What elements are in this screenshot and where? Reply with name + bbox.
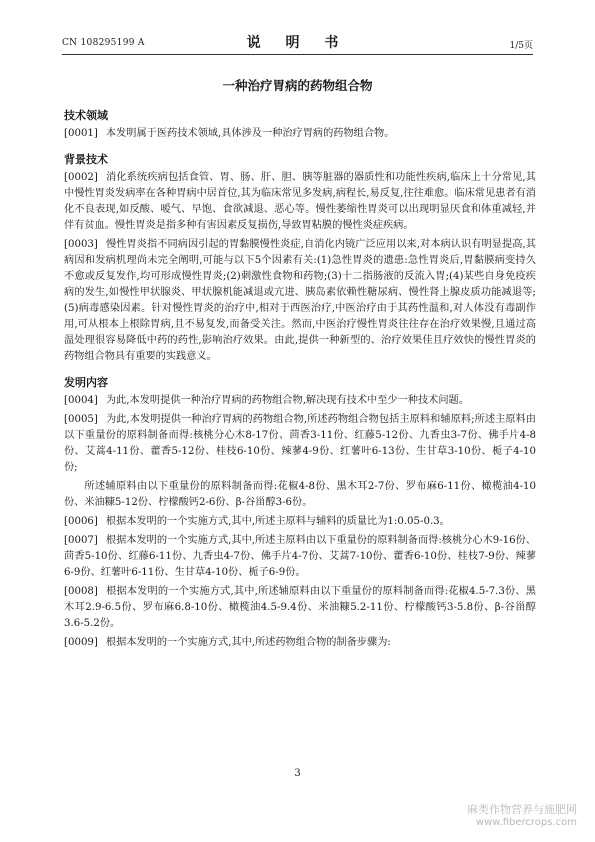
- paragraph-text: 所述辅原料由以下重量份的原料制备而得:花椒4-8份、黑木耳2-7份、罗布麻6-11份、橄榄油4-10份、米油糠5-12份、柠檬酸钙2-6份、β-谷甾醇3-6份。: [64, 481, 536, 508]
- paragraph-number: [0001]: [64, 128, 98, 139]
- paragraph-0001: [64, 126, 536, 142]
- paragraph-text: 为此,本发明提供一种治疗胃病的药物组合物,解决现有技术中至少一种技术问题。: [105, 395, 469, 406]
- page-info: 1/5页: [509, 41, 533, 51]
- watermark: [467, 801, 577, 828]
- paragraph-0008: [64, 584, 536, 632]
- paragraph-0009: [64, 635, 536, 651]
- document-body: [64, 108, 536, 654]
- paragraph-0007: [64, 533, 536, 581]
- paragraph-number: [0007]: [64, 535, 98, 546]
- paragraph-text: 根据本发明的一个实施方式,其中,所述辅原料由以下重量份的原料制备而得:花椒4.5-7.3份、黑木耳2.9-6.5份、罗布麻6.8-10份、橄榄油4.5-9.4份、米油糠5.2-11份、柠檬酸钙3-5.8份、β-谷甾醇3.6-5.2份。: [64, 586, 536, 629]
- section-heading-summary: 发明内容: [64, 376, 108, 389]
- paragraph-0004: [64, 393, 536, 409]
- paragraph-0006: [64, 514, 536, 530]
- paragraph-number: [0006]: [64, 516, 98, 527]
- paragraph-number: [0004]: [64, 395, 98, 406]
- invention-title: 一种治疗胃病的药物组合物: [222, 78, 373, 93]
- watermark-site-name: 麻类作物营养与施肥网: [467, 803, 577, 816]
- page-number: 3: [294, 768, 301, 779]
- section-heading-background: 背景技术: [64, 153, 108, 166]
- paragraph-number: [0008]: [64, 586, 98, 597]
- paragraph-text: 为此,本发明提供一种治疗胃病的药物组合物,所述药物组合物包括主原料和辅原料;所述主原料由以下重量份的原料制备而得:核桃分心木8-17份、茴香3-11份、红藤5-12份、九香虫3-7份、佛手片4-8份、艾蒿4-11份、藿香5-12份、桂枝6-10份、辣蓼4-9份、红薯叶6-13份、生甘草3-10份、栀子4-10份;: [64, 414, 536, 473]
- publication-number: CN 108295199 A: [62, 38, 145, 48]
- paragraph-0005: [64, 412, 536, 476]
- paragraph-text: 根据本发明的一个实施方式,其中,所述主原料与辅料的质量比为1:0.05-0.3。: [105, 516, 450, 527]
- watermark-url: www.fibercrops.com: [475, 817, 577, 828]
- paragraph-0002: [64, 170, 536, 234]
- paragraph-text: 根据本发明的一个实施方式,其中,所述主原料由以下重量份的原料制备而得:核桃分心木9-16份、茴香5-10份、红藤6-11份、九香虫4-7份、佛手片4-7份、艾蒿7-10份、藿香6-10份、桂枝7-9份、辣蓼6-9份、红薯叶6-11份、生甘草4-10份、栀子6-9份。: [64, 535, 536, 578]
- paragraph-0005-continued: [64, 479, 536, 511]
- paragraph-0003: [64, 237, 536, 365]
- section-heading-technical-field: 技术领域: [64, 109, 108, 122]
- paragraph-text: 消化系统疾病包括食管、胃、肠、肝、胆、胰等脏器的器质性和功能性疾病,临床上十分常见,其中慢性胃炎发病率在各种胃病中居首位,其为临床常见多发病,病程长,易反复,往往难愈。临床常见患者有消化不良表现,如反酸、嗳气、早饱、食欲减退、恶心等。慢性萎缩性胃炎可以出现明显厌食和体重减轻,并伴有贫血。慢性胃炎是指多种有害因素反复损伤,导致胃粘膜的慢性炎症疾病。: [64, 172, 536, 231]
- paragraph-number: [0009]: [64, 637, 98, 648]
- document-header: [62, 28, 533, 55]
- paragraph-number: [0003]: [64, 239, 98, 250]
- paragraph-number: [0002]: [64, 172, 98, 183]
- paragraph-number: [0005]: [64, 414, 98, 425]
- paragraph-text: 根据本发明的一个实施方式,其中,所述药物组合物的制备步骤为:: [105, 637, 391, 648]
- paragraph-text: 本发明属于医药技术领域,具体涉及一种治疗胃病的药物组合物。: [105, 128, 395, 139]
- paragraph-text: 慢性胃炎指不同病因引起的胃黏膜慢性炎症,自消化内镜广泛应用以来,对本病认识有明显提高,其病因和发病机理尚未完全阐明,可能与以下5个因素有关:(1)急性胃炎的遗患:急性胃炎后,胃黏膜病变持久不愈或反复发作,均可形成慢性胃炎;(2)刺激性食物和药物;(3)十二指肠液的反流入胃;(4)某些自身免疫疾病的发生,如慢性甲状腺炎、甲状腺机能减退或亢进、胰岛素依赖性糖尿病、慢性肾上腺皮质功能减退等;(5)病毒感染因素。针对慢性胃炎的治疗中,相对于西医治疗,中医治疗由于其药性温和,对人体没有毒副作用,可从根本上根除胃病,且不易复发,而备受关注。然而,中医治疗慢性胃炎往往存在治疗效果慢,且通过高温处理很容易降低中药的药性,影响治疗效果。由此,提供一种新型的、治疗效果佳且疗效快的慢性胃炎的药物组合物具有重要的实践意义。: [64, 239, 536, 362]
- document-type-title: 说 明 书: [246, 35, 349, 51]
